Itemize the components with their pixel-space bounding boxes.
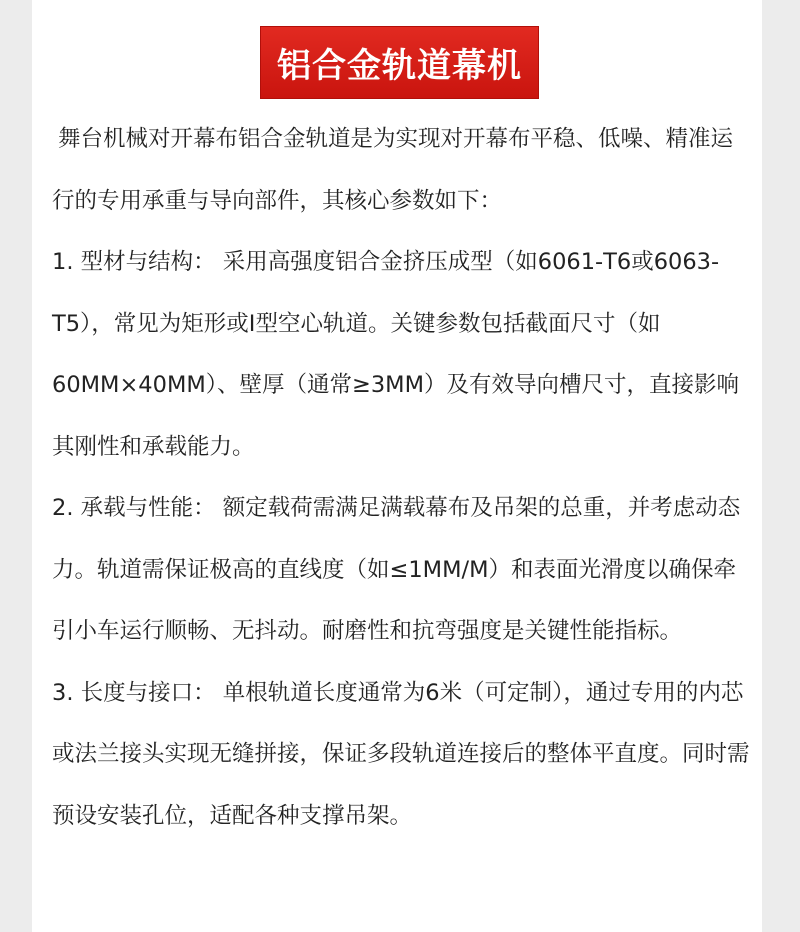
title-banner xyxy=(260,26,539,99)
intro-paragraph: 舞台机械对开幕布铝合金轨道是为实现对开幕布平稳、低噪、精准运行的专用承重与导向部件，其核心参数如下： xyxy=(52,126,734,214)
section-length-interface: 3. 长度与接口： 单根轨道长度通常为6米（可定制），通过专用的内芯或法兰接头实现无缝拼接，保证多段轨道连接后的整体平直度。同时需预设安装孔位，适配各种支撑吊架。 xyxy=(52,679,750,829)
section-load-performance: 2. 承载与性能： 额定载荷需满足满载幕布及吊架的总重，并考虑动态力。轨道需保证极高的直线度（如≤1MM/M）和表面光滑度以确保牵引小车运行顺畅、无抖动。耐磨性和抗弯强度是关键性能指标。 xyxy=(52,495,741,644)
page-title: 铝合金轨道幕机 xyxy=(277,46,522,86)
article-body xyxy=(52,109,752,847)
section-profile-structure: 1. 型材与结构： 采用高强度铝合金挤压成型（如6061-T6或6063-T5），常见为矩形或I型空心轨道。关键参数包括截面尺寸（如60MM×40MM）、壁厚（通常≥3MM）及有效导向槽尺寸，直接影响其刚性和承载能力。 xyxy=(52,249,740,460)
